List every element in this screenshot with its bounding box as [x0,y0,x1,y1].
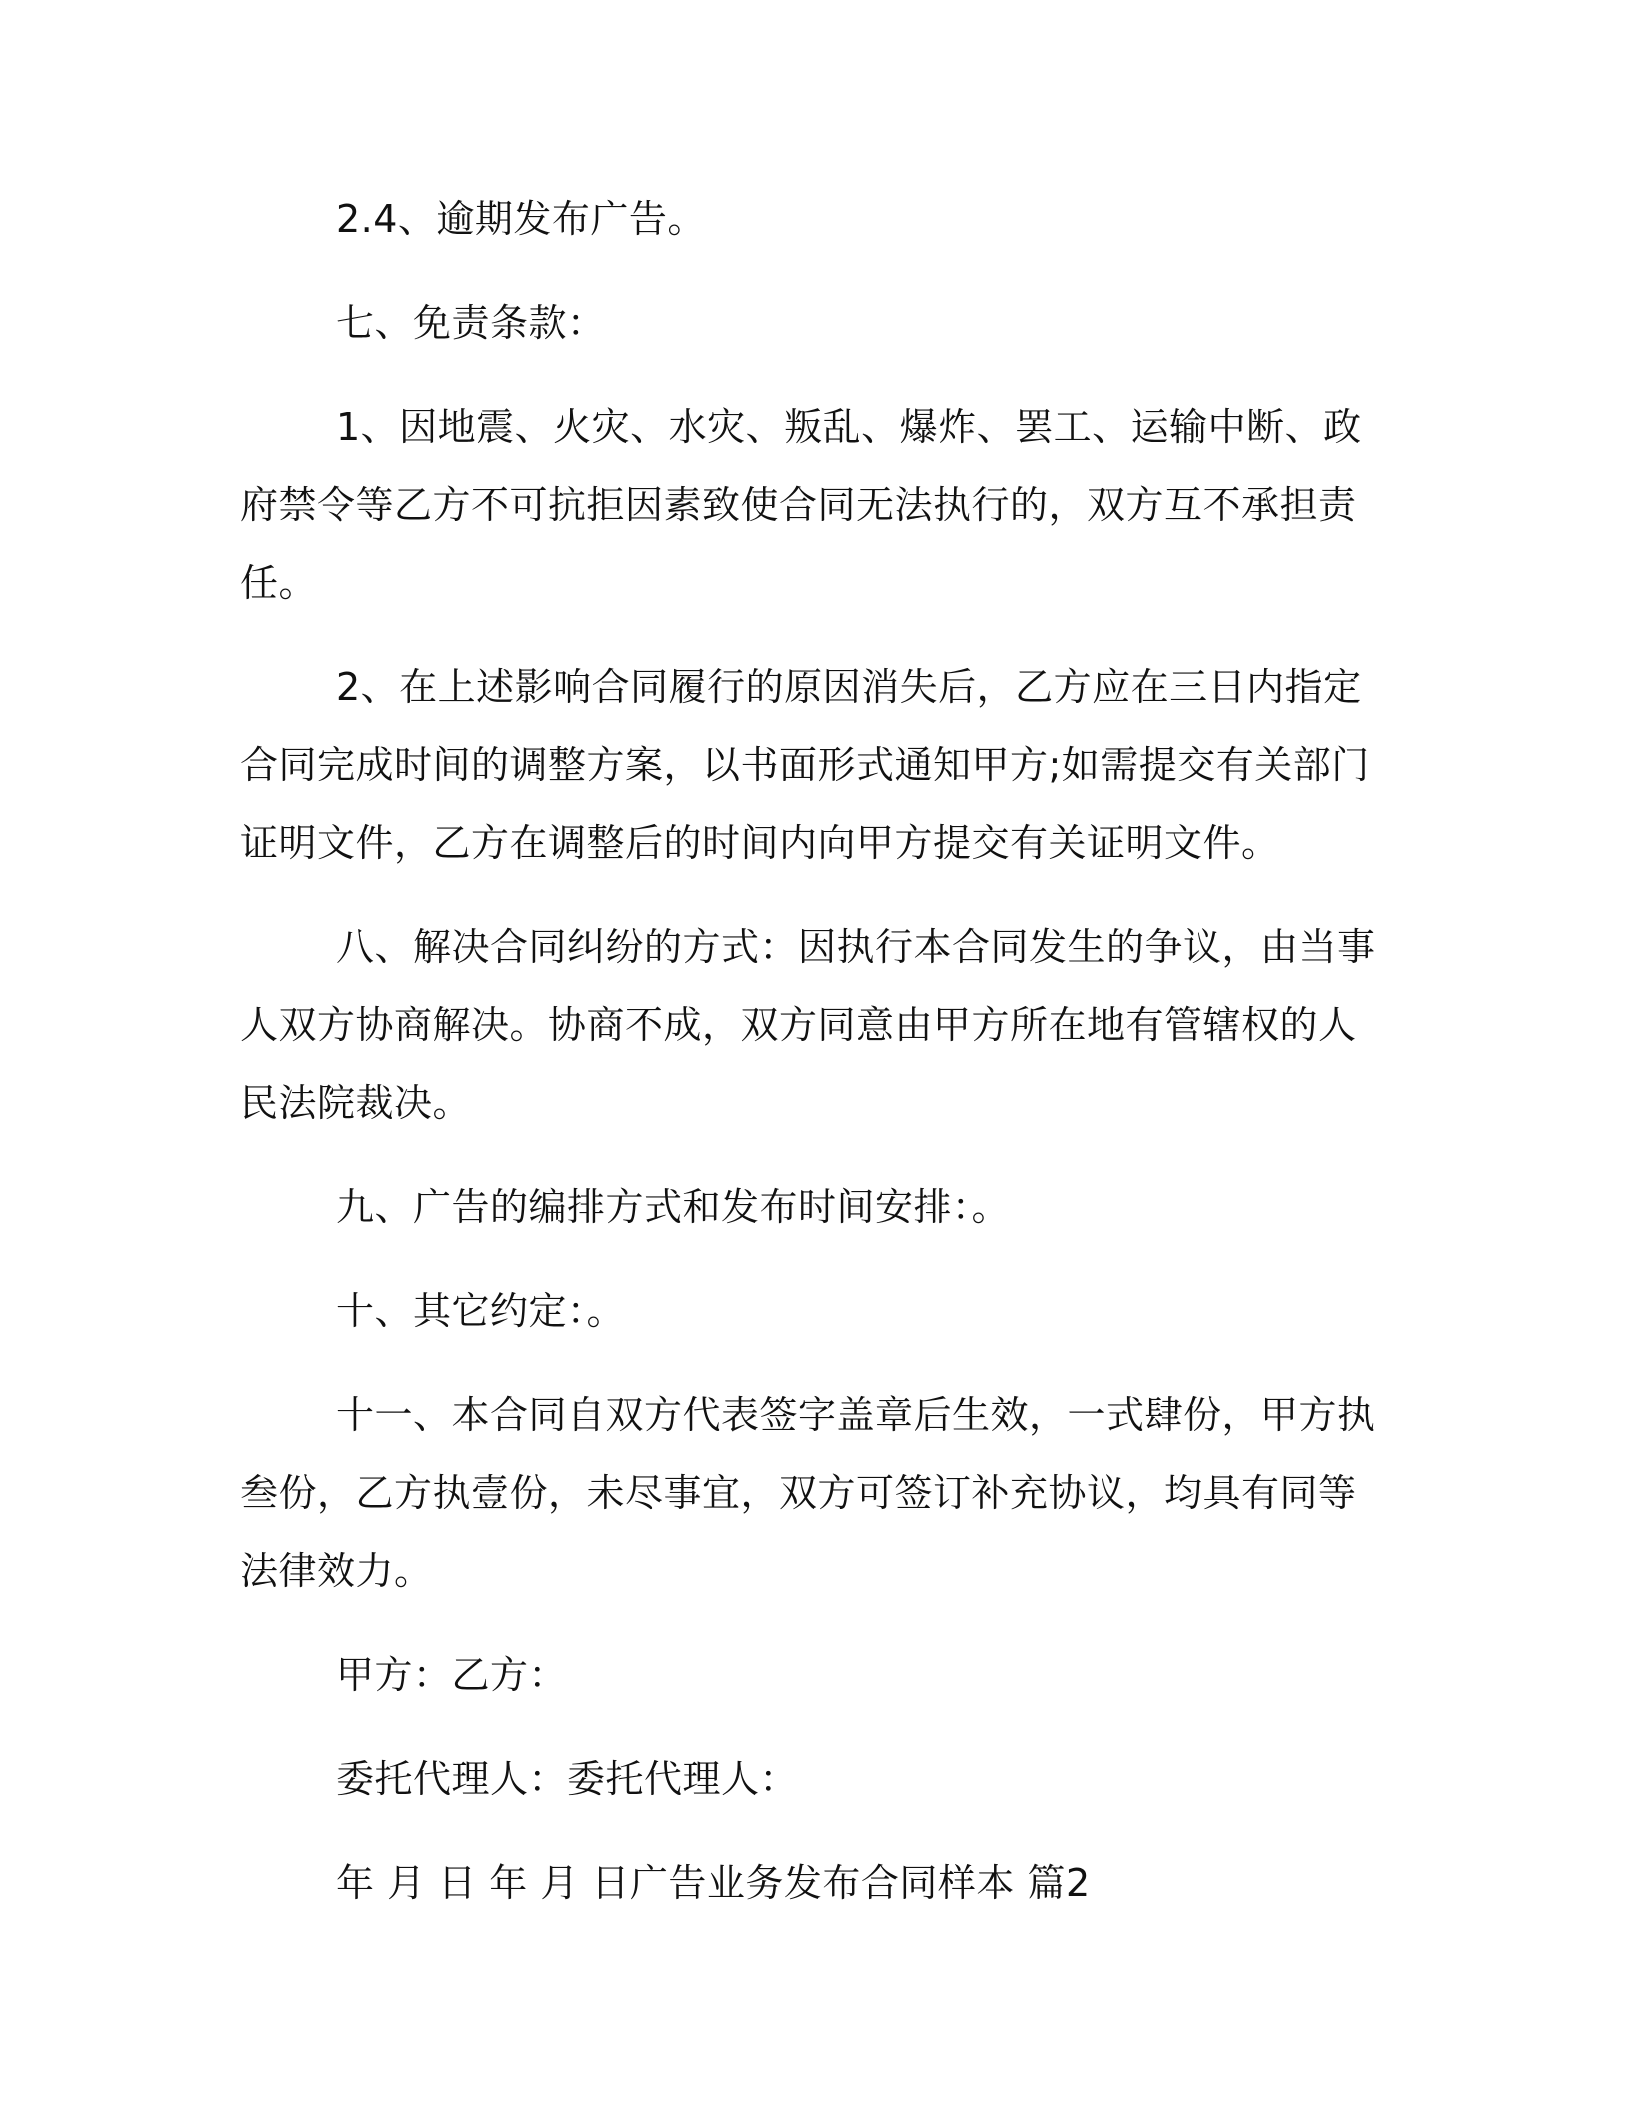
paragraph-force-majeure: 1、因地震、火灾、水灾、叛乱、爆炸、罢工、运输中断、政府禁令等乙方不可抗拒因素致使合同无法执行的，双方互不承担责任。 [240,405,1362,605]
paragraph-other-agreements: 十、其它约定：。 [336,1289,626,1333]
signature-agents: 委托代理人：委托代理人： [336,1757,799,1801]
signature-parties: 甲方：乙方： [336,1653,568,1697]
paragraph-adjustment-plan: 2、在上述影响合同履行的原因消失后，乙方应在三日内指定合同完成时间的调整方案，以书面形式通知甲方;如需提交有关部门证明文件，乙方在调整后的时间内向甲方提交有关证明文件。 [240,665,1370,865]
document-body [240,180,1390,1948]
paragraph-dispute-resolution: 八、解决合同纠纷的方式：因执行本合同发生的争议，由当事人双方协商解决。协商不成，双方同意由甲方所在地有管辖权的人民法院裁决。 [240,925,1376,1125]
signature-dates-and-next-title: 年 月 日 年 月 日广告业务发布合同样本 篇2 [336,1861,1091,1905]
paragraph-effectiveness: 十一、本合同自双方代表签字盖章后生效，一式肆份，甲方执叁份，乙方执壹份，未尽事宜，双方可签订补充协议，均具有同等法律效力。 [240,1393,1376,1593]
heading-exemption-clause: 七、免责条款： [336,301,606,345]
paragraph-overdue: 2.4、逾期发布广告。 [336,197,706,241]
paragraph-ad-arrangement: 九、广告的编排方式和发布时间安排：。 [336,1185,1011,1229]
